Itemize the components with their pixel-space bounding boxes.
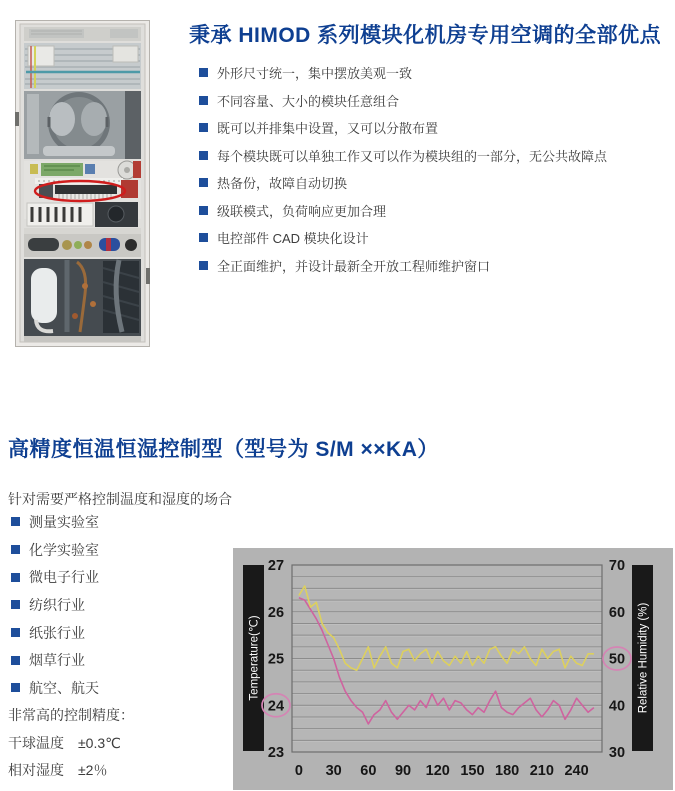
left-tick-label: 25 bbox=[267, 651, 285, 668]
x-tick-label: 210 bbox=[529, 763, 554, 779]
bullet-label: 不同容量、大小的模块任意组合 bbox=[217, 93, 400, 109]
bullet-square-icon bbox=[11, 600, 20, 609]
left-axis-title: Temperature(℃) bbox=[248, 615, 261, 701]
x-tick-label: 240 bbox=[564, 763, 589, 779]
bullet-label: 级联模式，负荷响应更加合理 bbox=[217, 203, 387, 219]
bullet-item bbox=[199, 87, 669, 115]
bullet-item bbox=[11, 591, 226, 619]
right-tick-label: 70 bbox=[608, 558, 626, 574]
right-tick-label: 40 bbox=[608, 698, 626, 715]
bullet-item bbox=[199, 197, 669, 225]
receiver-tank bbox=[31, 268, 57, 323]
bullet-item bbox=[199, 169, 669, 197]
application-list bbox=[11, 508, 226, 702]
right-tick-label: 60 bbox=[608, 604, 626, 621]
bullet-item bbox=[11, 563, 226, 591]
refrigeration-section bbox=[24, 259, 141, 336]
feature-list bbox=[199, 59, 669, 279]
bullet-square-icon bbox=[199, 233, 208, 242]
bullet-item bbox=[11, 536, 226, 564]
bullet-label: 既可以并排集中设置，又可以分散布置 bbox=[217, 121, 439, 137]
section2-title: 高精度恒温恒湿控制型（型号为 S/M ××KA） bbox=[8, 438, 439, 461]
unit-interior-photo bbox=[15, 20, 150, 347]
bullet-label: 全正面维护，并设计最新全开放工程师维护窗口 bbox=[217, 258, 491, 274]
temperature-humidity-chart bbox=[233, 548, 673, 790]
bullet-square-icon bbox=[199, 178, 208, 187]
bullet-label: 化学实验室 bbox=[29, 541, 99, 558]
heat-exchanger bbox=[24, 43, 141, 89]
bullet-label: 外形尺寸统一，集中摆放美观一致 bbox=[217, 66, 413, 82]
top-vent bbox=[24, 27, 141, 41]
bullet-item bbox=[199, 114, 669, 142]
section1-title: 秉承 HIMOD 系列模块化机房专用空调的全部优点 bbox=[189, 24, 662, 47]
spec-line: 干球温度 ±0.3℃ bbox=[8, 734, 121, 751]
bullet-square-icon bbox=[11, 573, 20, 582]
bullet-label: 微电子行业 bbox=[29, 569, 99, 586]
spec-line: 相对湿度 ±2％ bbox=[8, 762, 108, 779]
x-tick-label: 0 bbox=[294, 763, 303, 779]
bullet-label: 纸张行业 bbox=[29, 624, 85, 641]
bullet-label: 热备份，故障自动切换 bbox=[217, 176, 348, 192]
bullet-item bbox=[199, 224, 669, 252]
bullet-label: 每个模块既可以单独工作又可以作为模块组的一部分，无公共故障点 bbox=[217, 148, 608, 164]
bullet-item bbox=[199, 252, 669, 280]
bullet-label: 测量实验室 bbox=[29, 513, 99, 530]
terminal-strip bbox=[39, 184, 117, 199]
left-tick-label: 27 bbox=[267, 558, 285, 574]
bullet-label: 烟草行业 bbox=[29, 652, 85, 669]
contactor-row bbox=[27, 202, 138, 227]
chart-panel bbox=[233, 548, 673, 790]
blower-fan bbox=[24, 91, 141, 159]
right-tick-label: 50 bbox=[608, 651, 626, 668]
x-tick-label: 90 bbox=[394, 763, 412, 779]
unit-interior-illustration bbox=[15, 20, 150, 347]
x-tick-label: 150 bbox=[460, 763, 485, 779]
bullet-square-icon bbox=[11, 656, 20, 665]
left-tick-label: 23 bbox=[267, 745, 285, 761]
bullet-label: 纺织行业 bbox=[29, 596, 85, 613]
hinge bbox=[15, 112, 19, 126]
bullet-item bbox=[11, 646, 226, 674]
right-axis-title: Relative Humidity (%) bbox=[637, 602, 650, 714]
bullet-square-icon bbox=[199, 206, 208, 215]
bottom-rail bbox=[24, 336, 141, 342]
spec-line: 非常高的控制精度： bbox=[8, 707, 134, 723]
bullet-label: 电控部件 CAD 模块化设计 bbox=[217, 231, 369, 247]
bullet-item bbox=[199, 59, 669, 87]
bullet-square-icon bbox=[11, 545, 20, 554]
bullet-item bbox=[11, 508, 226, 536]
x-tick-label: 180 bbox=[495, 763, 520, 779]
right-tick-label: 30 bbox=[608, 745, 626, 761]
bullet-item bbox=[199, 142, 669, 170]
bullet-square-icon bbox=[199, 68, 208, 77]
left-tick-label: 26 bbox=[267, 604, 285, 621]
hinge bbox=[146, 268, 150, 284]
bullet-square-icon bbox=[199, 151, 208, 160]
valve-assembly bbox=[24, 228, 141, 257]
left-tick-label: 24 bbox=[267, 698, 285, 715]
precision-spec bbox=[8, 702, 228, 785]
x-tick-label: 120 bbox=[425, 763, 450, 779]
bullet-square-icon bbox=[11, 628, 20, 637]
bullet-square-icon bbox=[199, 96, 208, 105]
bullet-item bbox=[11, 619, 226, 647]
bullet-square-icon bbox=[199, 123, 208, 132]
bullet-square-icon bbox=[11, 683, 20, 692]
bullet-square-icon bbox=[11, 517, 20, 526]
section2-intro: 针对需要严格控制温度和湿度的场合 bbox=[8, 491, 232, 507]
bullet-square-icon bbox=[199, 261, 208, 270]
x-tick-label: 30 bbox=[325, 763, 342, 779]
x-tick-label: 60 bbox=[360, 763, 377, 779]
bullet-label: 航空、航天 bbox=[29, 679, 99, 696]
bullet-item bbox=[11, 674, 226, 702]
